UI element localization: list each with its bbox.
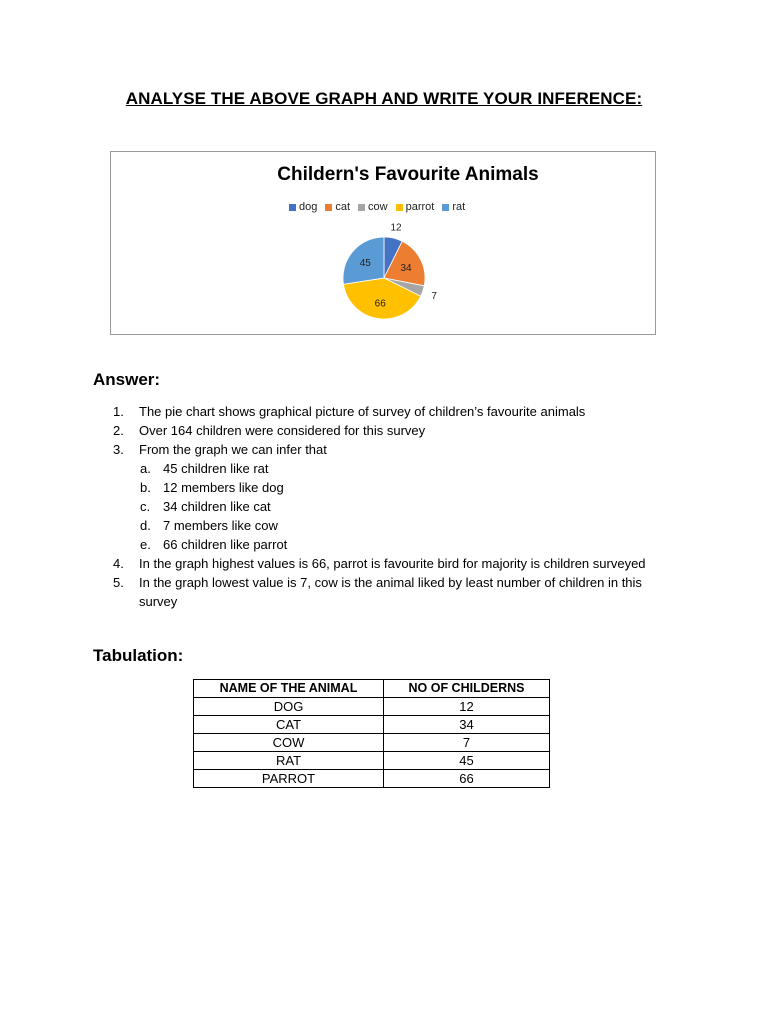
- pie-chart-frame: [110, 151, 656, 335]
- cell-animal: PARROT: [194, 770, 384, 788]
- pie-chart: [111, 152, 657, 336]
- legend-label-dog: dog: [299, 201, 318, 213]
- tabulation-title: Tabulation:: [93, 646, 184, 665]
- cell-count: 45: [384, 752, 550, 770]
- animal-table: [193, 679, 550, 788]
- pie-label-cow: 7: [431, 290, 437, 302]
- pie-label-cat: 34: [400, 263, 412, 275]
- list-item: 1. The pie chart shows graphical picture of survey of children’s favourite animals: [113, 404, 586, 419]
- cell-animal: RAT: [194, 752, 384, 770]
- pie-label-dog: 12: [390, 222, 402, 234]
- list-item: 2. Over 164 children were considered for this survey: [113, 423, 426, 438]
- cell-animal: DOG: [194, 698, 384, 716]
- sub-list-item: e. 66 children like parrot: [140, 537, 288, 552]
- legend-label-cow: cow: [368, 201, 388, 213]
- table-row: [194, 716, 550, 734]
- list-item: 5. In the graph lowest value is 7, cow is the animal liked by least number of children in this survey: [113, 575, 642, 609]
- table-row: [194, 752, 550, 770]
- legend-label-parrot: parrot: [405, 201, 435, 213]
- sub-list-item: a. 45 children like rat: [140, 461, 269, 476]
- cell-count: 7: [384, 734, 550, 752]
- list-item: 3. From the graph we can infer that: [113, 442, 327, 457]
- sub-list-item: b. 12 members like dog: [140, 480, 284, 495]
- page-heading: ANALYSE THE ABOVE GRAPH AND WRITE YOUR INFERENCE:: [125, 89, 643, 108]
- table-row: [194, 770, 550, 788]
- table-row: [194, 698, 550, 716]
- column-header-count: NO OF CHILDERNS: [384, 680, 550, 698]
- chart-title: Childern's Favourite Animals: [277, 164, 539, 185]
- cell-count: 34: [384, 716, 550, 734]
- sub-list-item: c. 34 children like cat: [140, 499, 271, 514]
- answer-title: Answer:: [93, 370, 161, 389]
- column-header-animal: NAME OF THE ANIMAL: [194, 680, 384, 698]
- cell-count: 12: [384, 698, 550, 716]
- cell-animal: COW: [194, 734, 384, 752]
- table-row: [194, 734, 550, 752]
- legend-label-cat: cat: [335, 201, 351, 213]
- cell-count: 66: [384, 770, 550, 788]
- table-header-row: [194, 680, 550, 698]
- list-item: 4. In the graph highest values is 66, parrot is favourite bird for majority is children surveyed: [113, 556, 646, 571]
- pie-label-rat: 45: [359, 257, 371, 269]
- pie-label-parrot: 66: [374, 298, 386, 310]
- legend-label-rat: rat: [452, 201, 466, 213]
- sub-list-item: d. 7 members like cow: [140, 518, 278, 533]
- cell-animal: CAT: [194, 716, 384, 734]
- answer-list: [113, 402, 673, 611]
